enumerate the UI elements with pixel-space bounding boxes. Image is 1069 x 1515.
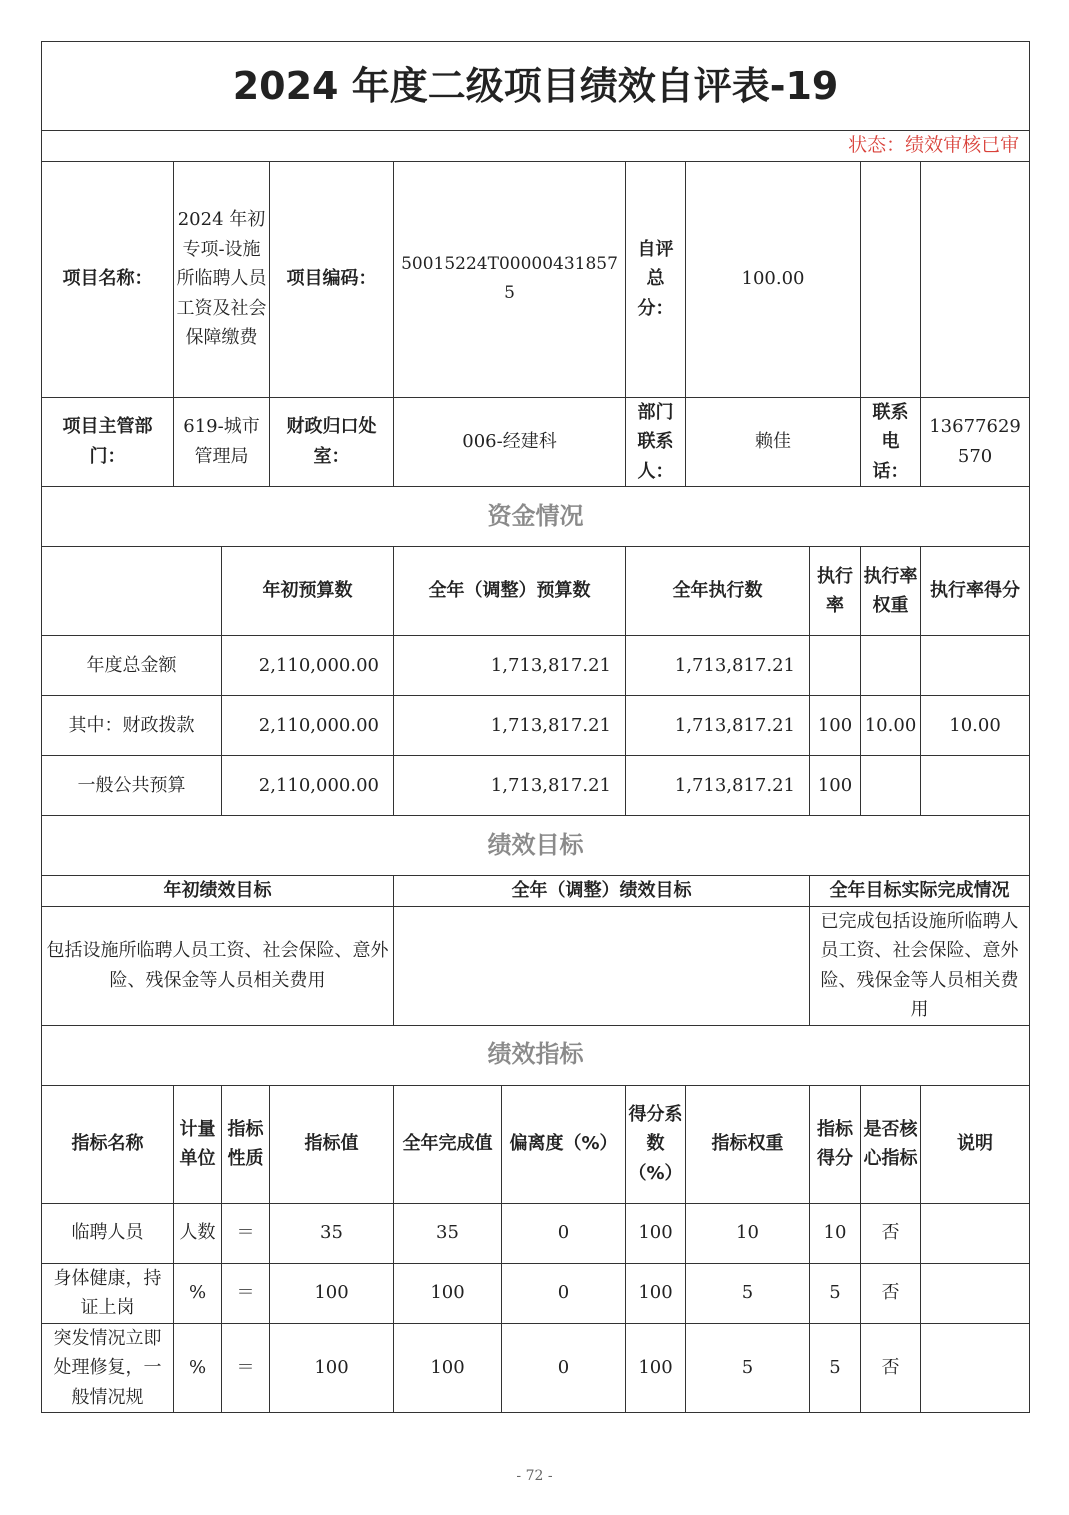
funds-weight: 10.00 bbox=[861, 696, 921, 756]
funds-header-weight: 执行率权重 bbox=[861, 547, 921, 636]
finance-office-value: 006-经建科 bbox=[394, 397, 626, 487]
department-label: 项目主管部门： bbox=[42, 397, 174, 487]
funds-initial: 2,110,000.00 bbox=[222, 756, 394, 816]
goals-header-initial: 年初绩效目标 bbox=[42, 876, 394, 907]
indicator-coef: 100 bbox=[626, 1323, 686, 1413]
indicator-actual: 100 bbox=[394, 1263, 502, 1323]
goals-adjusted-text bbox=[394, 906, 810, 1025]
contact-label: 部门联系人： bbox=[626, 397, 686, 487]
indicator-weight: 5 bbox=[686, 1263, 810, 1323]
table-row bbox=[42, 636, 1030, 696]
indicator-header-coef: 得分系数（%） bbox=[626, 1085, 686, 1203]
goals-actual-text: 已完成包括设施所临聘人员工资、社会保险、意外险、残保金等人员相关费用 bbox=[810, 906, 1030, 1025]
contact-value: 赖佳 bbox=[686, 397, 861, 487]
funds-row-label: 一般公共预算 bbox=[42, 756, 222, 816]
department-value: 619-城市管理局 bbox=[174, 397, 270, 487]
indicator-header-actual: 全年完成值 bbox=[394, 1085, 502, 1203]
indicator-core: 否 bbox=[861, 1203, 921, 1263]
status-badge: 状态：绩效审核已审 bbox=[42, 131, 1030, 162]
goals-initial-text: 包括设施所临聘人员工资、社会保险、意外险、残保金等人员相关费用 bbox=[42, 906, 394, 1025]
funds-row-label: 其中：财政拨款 bbox=[42, 696, 222, 756]
indicator-weight: 5 bbox=[686, 1323, 810, 1413]
indicator-note bbox=[921, 1323, 1030, 1413]
funds-score: 10.00 bbox=[921, 696, 1030, 756]
indicator-target: 100 bbox=[270, 1263, 394, 1323]
goals-header-adjusted: 全年（调整）绩效目标 bbox=[394, 876, 810, 907]
indicator-core: 否 bbox=[861, 1263, 921, 1323]
goals-header-actual: 全年目标实际完成情况 bbox=[810, 876, 1030, 907]
indicator-header-deviation: 偏离度（%） bbox=[502, 1085, 626, 1203]
page-number: - 72 - bbox=[516, 1468, 553, 1484]
phone-label: 联系电话： bbox=[861, 397, 921, 487]
indicator-header-weight: 指标权重 bbox=[686, 1085, 810, 1203]
funds-header-rate: 执行率 bbox=[810, 547, 861, 636]
evaluation-sheet bbox=[41, 41, 1029, 1413]
funds-section-title: 资金情况 bbox=[42, 487, 1030, 547]
indicator-coef: 100 bbox=[626, 1263, 686, 1323]
finance-office-label: 财政归口处室： bbox=[270, 397, 394, 487]
funds-adjusted: 1,713,817.21 bbox=[394, 696, 626, 756]
indicator-unit: % bbox=[174, 1263, 222, 1323]
funds-row-label: 年度总金额 bbox=[42, 636, 222, 696]
indicator-nature: ＝ bbox=[222, 1263, 270, 1323]
indicator-actual: 35 bbox=[394, 1203, 502, 1263]
table-row bbox=[42, 1263, 1030, 1323]
indicator-header-score: 指标得分 bbox=[810, 1085, 861, 1203]
funds-weight bbox=[861, 636, 921, 696]
indicator-header-note: 说明 bbox=[921, 1085, 1030, 1203]
empty-cell bbox=[921, 161, 1030, 397]
indicator-header-name: 指标名称 bbox=[42, 1085, 174, 1203]
funds-adjusted: 1,713,817.21 bbox=[394, 636, 626, 696]
indicator-name: 身体健康，持证上岗 bbox=[42, 1263, 174, 1323]
funds-adjusted: 1,713,817.21 bbox=[394, 756, 626, 816]
funds-header-executed: 全年执行数 bbox=[626, 547, 810, 636]
funds-initial: 2,110,000.00 bbox=[222, 636, 394, 696]
funds-header-score: 执行率得分 bbox=[921, 547, 1030, 636]
indicator-score: 10 bbox=[810, 1203, 861, 1263]
indicator-name: 突发情况立即处理修复，一般情况规 bbox=[42, 1323, 174, 1413]
phone-value: 13677629570 bbox=[921, 397, 1030, 487]
indicator-name: 临聘人员 bbox=[42, 1203, 174, 1263]
funds-header-adjusted: 全年（调整）预算数 bbox=[394, 547, 626, 636]
table-row bbox=[42, 756, 1030, 816]
indicator-header-nature: 指标性质 bbox=[222, 1085, 270, 1203]
funds-executed: 1,713,817.21 bbox=[626, 756, 810, 816]
table-row bbox=[42, 1203, 1030, 1263]
indicator-deviation: 0 bbox=[502, 1203, 626, 1263]
page-title: 2024 年度二级项目绩效自评表-19 bbox=[42, 42, 1030, 131]
indicator-coef: 100 bbox=[626, 1203, 686, 1263]
indicator-score: 5 bbox=[810, 1263, 861, 1323]
indicator-target: 100 bbox=[270, 1323, 394, 1413]
funds-rate bbox=[810, 636, 861, 696]
indicator-score: 5 bbox=[810, 1323, 861, 1413]
funds-executed: 1,713,817.21 bbox=[626, 696, 810, 756]
indicator-unit: % bbox=[174, 1323, 222, 1413]
project-code-label: 项目编码： bbox=[270, 161, 394, 397]
funds-header-initial: 年初预算数 bbox=[222, 547, 394, 636]
goals-section-title: 绩效目标 bbox=[42, 816, 1030, 876]
indicator-weight: 10 bbox=[686, 1203, 810, 1263]
evaluation-table bbox=[41, 41, 1030, 1413]
indicators-section-title: 绩效指标 bbox=[42, 1025, 1030, 1085]
indicator-header-target: 指标值 bbox=[270, 1085, 394, 1203]
indicator-deviation: 0 bbox=[502, 1263, 626, 1323]
indicator-unit: 人数 bbox=[174, 1203, 222, 1263]
indicator-nature: ＝ bbox=[222, 1323, 270, 1413]
indicator-actual: 100 bbox=[394, 1323, 502, 1413]
project-name-label: 项目名称： bbox=[42, 161, 174, 397]
indicator-target: 35 bbox=[270, 1203, 394, 1263]
funds-score bbox=[921, 636, 1030, 696]
funds-score bbox=[921, 756, 1030, 816]
self-score-value: 100.00 bbox=[686, 161, 861, 397]
project-name-value: 2024 年初专项-设施所临聘人员工资及社会保障缴费 bbox=[174, 161, 270, 397]
indicator-core: 否 bbox=[861, 1323, 921, 1413]
self-score-label: 自评总分： bbox=[626, 161, 686, 397]
indicator-deviation: 0 bbox=[502, 1323, 626, 1413]
project-code-value: 50015224T000004318575 bbox=[394, 161, 626, 397]
funds-rate: 100 bbox=[810, 756, 861, 816]
funds-rate: 100 bbox=[810, 696, 861, 756]
indicator-note bbox=[921, 1203, 1030, 1263]
indicator-note bbox=[921, 1263, 1030, 1323]
table-row bbox=[42, 696, 1030, 756]
indicator-header-core: 是否核心指标 bbox=[861, 1085, 921, 1203]
indicator-header-unit: 计量单位 bbox=[174, 1085, 222, 1203]
empty-cell bbox=[861, 161, 921, 397]
funds-initial: 2,110,000.00 bbox=[222, 696, 394, 756]
empty-header-cell bbox=[42, 547, 222, 636]
table-row bbox=[42, 1323, 1030, 1413]
funds-weight bbox=[861, 756, 921, 816]
indicator-nature: ＝ bbox=[222, 1203, 270, 1263]
funds-executed: 1,713,817.21 bbox=[626, 636, 810, 696]
